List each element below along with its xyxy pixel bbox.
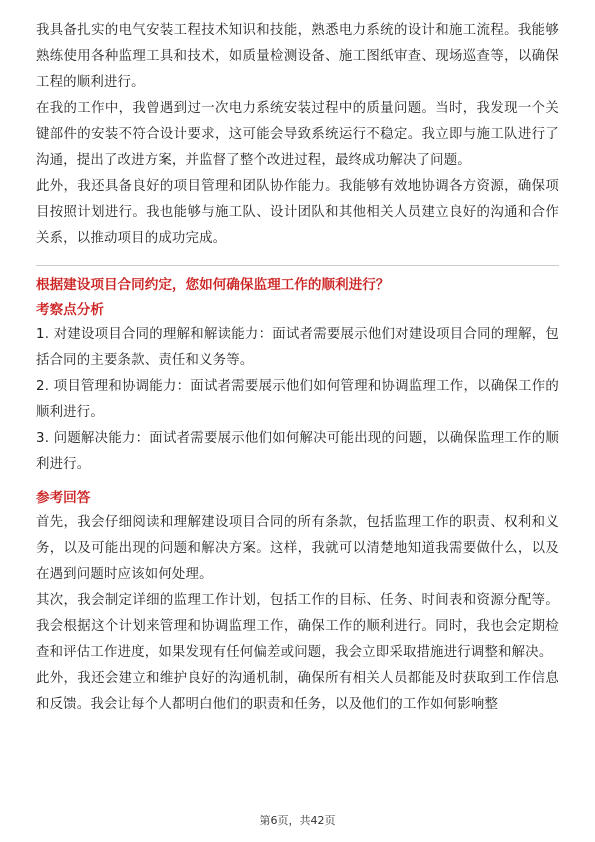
analysis-item-1: 1. 对建设项目合同的理解和解读能力：面试者需要展示他们对建设项目合同的理解，包括合同的主要条款、责任和义务等。	[36, 327, 559, 368]
answer-title: 参考回答	[36, 490, 91, 506]
question-heading: 根据建设项目合同约定，您如何确保监理工作的顺利进行？	[36, 277, 390, 293]
document-page	[36, 18, 559, 718]
section-divider	[36, 265, 559, 266]
answer-paragraph-3: 此外，我还会建立和维护良好的沟通机制，确保所有相关人员都能及时获取到工作信息和反馈。我会让每个人都明白他们的职责和任务，以及他们的工作如何影响整	[36, 671, 559, 712]
page-number-footer: 第6页，共42页	[259, 814, 336, 827]
intro-paragraph-3: 此外，我还具备良好的项目管理和团队协作能力。我能够有效地协调各方资源，确保项目按照计划进行。我也能够与施工队、设计团队和其他相关人员建立良好的沟通和合作关系，以推动项目的成功完成。	[36, 179, 559, 246]
intro-paragraph-1: 我具备扎实的电气安装工程技术知识和技能，熟悉电力系统的设计和施工流程。我能够熟练使用各种监理工具和技术，如质量检测设备、施工图纸审查、现场巡查等，以确保工程的顺利进行。	[36, 23, 559, 90]
analysis-title: 考察点分析	[36, 302, 104, 318]
intro-paragraph-2: 在我的工作中，我曾遇到过一次电力系统安装过程中的质量问题。当时，我发现一个关键部件的安装不符合设计要求，这可能会导致系统运行不稳定。我立即与施工队进行了沟通，提出了改进方案，并监督了整个改进过程，最终成功解决了问题。	[36, 101, 559, 168]
answer-paragraph-1: 首先，我会仔细阅读和理解建设项目合同的所有条款，包括监理工作的职责、权利和义务，以及可能出现的问题和解决方案。这样，我就可以清楚地知道我需要做什么，以及在遇到问题时应该如何处理。	[36, 515, 559, 582]
analysis-item-3: 3. 问题解决能力：面试者需要展示他们如何解决可能出现的问题，以确保监理工作的顺利进行。	[36, 431, 559, 472]
analysis-item-2: 2. 项目管理和协调能力：面试者需要展示他们如何管理和协调监理工作，以确保工作的顺利进行。	[36, 379, 559, 420]
answer-paragraph-2: 其次，我会制定详细的监理工作计划，包括工作的目标、任务、时间表和资源分配等。我会根据这个计划来管理和协调监理工作，确保工作的顺利进行。同时，我也会定期检查和评估工作进度，如果发现有任何偏差或问题，我会立即采取措施进行调整和解决。	[36, 593, 559, 660]
spacer	[36, 478, 559, 486]
